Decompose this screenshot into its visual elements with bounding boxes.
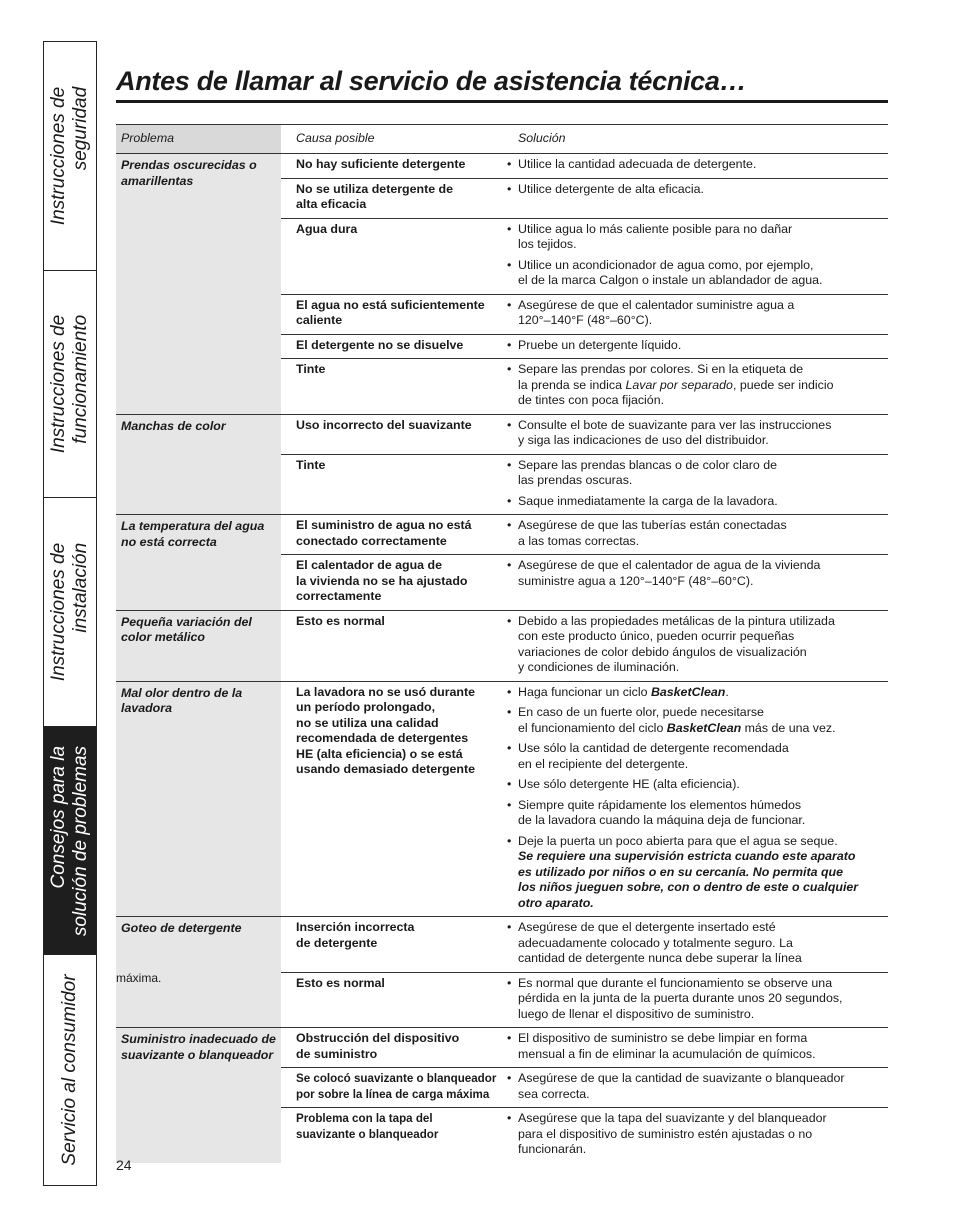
cause-cell: Esto es normal — [296, 975, 385, 990]
cause-list — [281, 917, 888, 1027]
side-tab-funcionamiento[interactable] — [44, 271, 96, 498]
stray-text: máxima. — [116, 971, 162, 985]
solution-text: Debido a las propiedades metálicas de la pintura utilizada con este producto único, pueden ocurrir pequeñas variaciones de color debido ángulos de visualización y condiciones de iluminación. — [518, 613, 835, 674]
solution-item — [507, 1031, 888, 1062]
solution-text: Asegúrese de que el calentador de agua de la vivienda suministre agua a 120°–140°F (48°–60°C). — [518, 558, 821, 588]
problem-group — [116, 515, 888, 611]
table-row — [281, 335, 888, 360]
problem-cell — [116, 682, 281, 917]
solution-cell — [503, 611, 888, 681]
problem-text: Pequeña variación del color metálico — [121, 614, 252, 644]
solution-text: Asegúrese de que el detergente insertado esté adecuadamente colocado y totalmente seguro. La cantidad de detergente nunca debe superar la línea — [518, 920, 802, 965]
side-tab-seguridad[interactable] — [44, 42, 96, 271]
table-row — [281, 359, 888, 414]
solution-text: , puede ser indicio de tintes con poca fijación. — [518, 377, 834, 407]
solution-text: Asegúrese de que las tuberías están conectadas a las tomas correctas. — [518, 518, 787, 548]
solution-item — [507, 222, 888, 253]
solution-text: Use sólo la cantidad de detergente recomendada en el recipiente del detergente. — [518, 741, 789, 771]
side-tab-strip — [43, 41, 97, 1186]
cycle-name: BasketClean — [666, 720, 742, 735]
solution-item — [507, 685, 888, 701]
solution-item — [507, 705, 888, 736]
cause-cell: El calentador de agua de la vivienda no se ha ajustado correctamente — [296, 558, 468, 603]
table-header — [116, 125, 888, 154]
solution-cell — [503, 219, 888, 294]
problem-group — [116, 682, 888, 918]
solution-item — [507, 558, 888, 589]
solution-cell — [503, 154, 888, 178]
header-solution: Solución — [518, 131, 566, 145]
cause-list — [281, 1028, 888, 1163]
table-row — [281, 295, 888, 335]
problem-text: Goteo de detergente — [121, 921, 242, 935]
side-tab-label: Consejos para la solución de problemas — [48, 745, 91, 936]
cause-cell: Uso incorrecto del suavizante — [296, 417, 472, 432]
table-row — [281, 1028, 888, 1068]
side-tab-consumidor[interactable] — [44, 955, 96, 1184]
cause-list — [281, 611, 888, 681]
solution-text: Consulte el bote de suavizante para ver las instrucciones y siga las indicaciones de uso del distribuidor. — [518, 417, 832, 447]
table-row — [281, 1108, 888, 1163]
table-row — [281, 917, 888, 973]
cause-cell: Tinte — [296, 362, 326, 376]
solution-cell — [503, 455, 888, 515]
solution-text: Asegúrese de que el calentador suministre agua a 120°–140°F (48°–60°C). — [518, 297, 795, 327]
cause-cell: El detergente no se disuelve — [296, 337, 464, 352]
solution-item — [507, 258, 888, 289]
solution-cell — [503, 1028, 888, 1067]
solution-cell — [503, 295, 888, 334]
solution-text: Es normal que durante el funcionamiento se observe una pérdida en la junta de la puerta durante unos 20 segundos, luego de llenar el dispositivo de suministro. — [518, 975, 843, 1021]
cycle-name: BasketClean — [650, 684, 726, 699]
table-body — [116, 154, 888, 1163]
solution-text: Separe las prendas por colores. Si en la etiqueta de la prenda se indica — [518, 362, 804, 392]
problem-text: Suministro inadecuado de suavizante o blanqueador — [121, 1032, 276, 1062]
solution-item — [507, 777, 888, 793]
cause-list — [281, 154, 888, 414]
solution-item — [507, 494, 888, 510]
solution-cell — [503, 682, 888, 917]
solution-item — [507, 741, 888, 772]
solution-item — [507, 920, 888, 967]
side-tab-label: Instrucciones de funcionamiento — [48, 314, 91, 454]
solution-text: Separe las prendas blancas o de color claro de las prendas oscuras. — [518, 457, 777, 487]
solution-text: . — [725, 684, 729, 699]
cause-cell: Inserción incorrecta de detergente — [296, 920, 415, 950]
table-row — [281, 515, 888, 555]
solution-item — [507, 518, 888, 549]
solution-text: Use sólo detergente HE (alta eficiencia). — [518, 777, 740, 791]
cause-cell: El agua no está suficientemente caliente — [296, 297, 485, 327]
table-row — [281, 154, 888, 179]
problem-cell — [116, 415, 281, 515]
solution-cell — [503, 973, 888, 1028]
problem-group — [116, 917, 888, 1028]
cause-cell: El suministro de agua no está conectado correctamente — [296, 518, 472, 548]
side-tab-label: Instrucciones de instalación — [48, 542, 91, 682]
table-row — [281, 415, 888, 455]
solution-item — [507, 418, 888, 449]
solution-cell — [503, 1068, 888, 1107]
table-row — [281, 611, 888, 681]
solution-text: Utilice agua lo más caliente posible para no dañar los tejidos. — [518, 221, 793, 251]
problem-cell — [116, 515, 281, 610]
table-row — [281, 179, 888, 219]
solution-item — [507, 298, 888, 329]
table-row — [281, 682, 888, 917]
cause-list — [281, 415, 888, 515]
solution-text: Asegúrese que la tapa del suavizante y del blanqueador para el dispositivo de suministro estén ajustadas o no funcionarán. — [518, 1111, 827, 1156]
side-tab-label: Instrucciones de seguridad — [48, 86, 91, 226]
solution-text: En caso de un fuerte olor, puede necesitarse el funcionamiento del ciclo — [518, 705, 764, 735]
solution-item — [507, 338, 888, 354]
problem-text: Mal olor dentro de la lavadora — [121, 685, 243, 715]
cause-cell: Problema con la tapa del suavizante o blanqueador — [296, 1112, 439, 1141]
solution-item — [507, 976, 888, 1023]
table-row — [281, 555, 888, 610]
troubleshooting-table — [116, 124, 888, 1163]
table-row — [281, 455, 888, 515]
solution-item — [507, 614, 888, 676]
title-rule — [116, 100, 888, 103]
cause-list — [281, 515, 888, 610]
problem-cell — [116, 611, 281, 681]
cause-cell: Agua dura — [296, 221, 358, 236]
table-row — [281, 973, 888, 1028]
solution-text: Pruebe un detergente líquido. — [518, 337, 682, 352]
solution-text: Saque inmediatamente la carga de la lavadora. — [518, 493, 778, 508]
cause-cell: Esto es normal — [296, 613, 385, 628]
solution-item — [507, 798, 888, 829]
solution-cell — [503, 917, 888, 972]
solution-text: Asegúrese de que la cantidad de suavizante o blanqueador sea correcta. — [518, 1071, 845, 1101]
problem-cell — [116, 1028, 281, 1163]
solution-item — [507, 458, 888, 489]
header-cause: Causa posible — [296, 131, 375, 145]
problem-text: La temperatura del agua no está correcta — [121, 519, 265, 549]
solution-text: Deje la puerta un poco abierta para que el agua se seque. — [518, 833, 838, 848]
page-title: Antes de llamar al servicio de asistencia técnica… — [116, 66, 747, 96]
solution-text: Utilice la cantidad adecuada de detergente. — [518, 157, 757, 171]
solution-emphasis: Lavar por separado — [625, 377, 733, 392]
cause-list — [281, 682, 888, 917]
solution-item — [507, 1111, 888, 1158]
problem-cell — [116, 917, 281, 1027]
solution-cell — [503, 415, 888, 454]
cause-cell: La lavadora no se usó durante un período prolongado, no se utiliza una calidad recomendada de detergentes HE (alta eficiencia) o se está usando demasiado detergente — [296, 684, 476, 776]
solution-item — [507, 182, 888, 198]
cause-cell: No se utiliza detergente de alta eficacia — [296, 181, 453, 211]
solution-cell — [503, 555, 888, 610]
solution-cell — [503, 335, 888, 359]
problem-group — [116, 415, 888, 516]
cause-cell: Obstrucción del dispositivo de suministro — [296, 1031, 460, 1061]
solution-cell — [503, 515, 888, 554]
solution-text: Siempre quite rápidamente los elementos húmedos de la lavadora cuando la máquina deja de funcionar. — [518, 797, 806, 827]
problem-text: Prendas oscurecidas o amarillentas — [121, 158, 257, 188]
problem-group — [116, 1028, 888, 1163]
solution-text: Haga funcionar un ciclo — [518, 684, 651, 699]
table-row — [281, 1068, 888, 1108]
solution-text: más de una vez. — [741, 720, 836, 735]
cause-cell: No hay suficiente detergente — [296, 157, 466, 171]
table-row — [281, 219, 888, 295]
solution-cell — [503, 179, 888, 218]
solution-item — [507, 157, 888, 173]
solution-item — [507, 1071, 888, 1102]
problem-cell — [116, 154, 281, 414]
problem-group — [116, 154, 888, 415]
solution-text: Utilice un acondicionador de agua como, por ejemplo, el de la marca Calgon o instale un ablandador de agua. — [518, 257, 823, 287]
cause-cell: Tinte — [296, 457, 326, 472]
problem-group — [116, 611, 888, 682]
solution-cell — [503, 1108, 888, 1163]
side-tab-instalacion[interactable] — [44, 498, 96, 727]
side-tab-problemas[interactable] — [44, 727, 96, 955]
solution-item — [507, 834, 888, 912]
solution-text: Utilice detergente de alta eficacia. — [518, 181, 704, 196]
solution-item — [507, 362, 888, 409]
page-number: 24 — [116, 1157, 132, 1173]
solution-cell — [503, 359, 888, 414]
header-problem: Problema — [116, 125, 281, 153]
safety-warning: Se requiere una supervisión estricta cuando este aparato es utilizado por niños o en su cercanía. No permita que los niños jueguen sobre, con o dentro de este o cualquier otro aparato. — [518, 849, 859, 910]
side-tab-label: Servicio al consumidor — [59, 973, 80, 1166]
cause-cell: Se colocó suavizante o blanqueador por sobre la línea de carga máxima — [296, 1072, 497, 1101]
solution-text: El dispositivo de suministro se debe limpiar en forma mensual a fin de eliminar la acumulación de químicos. — [518, 1031, 816, 1061]
problem-text: Manchas de color — [121, 418, 226, 433]
